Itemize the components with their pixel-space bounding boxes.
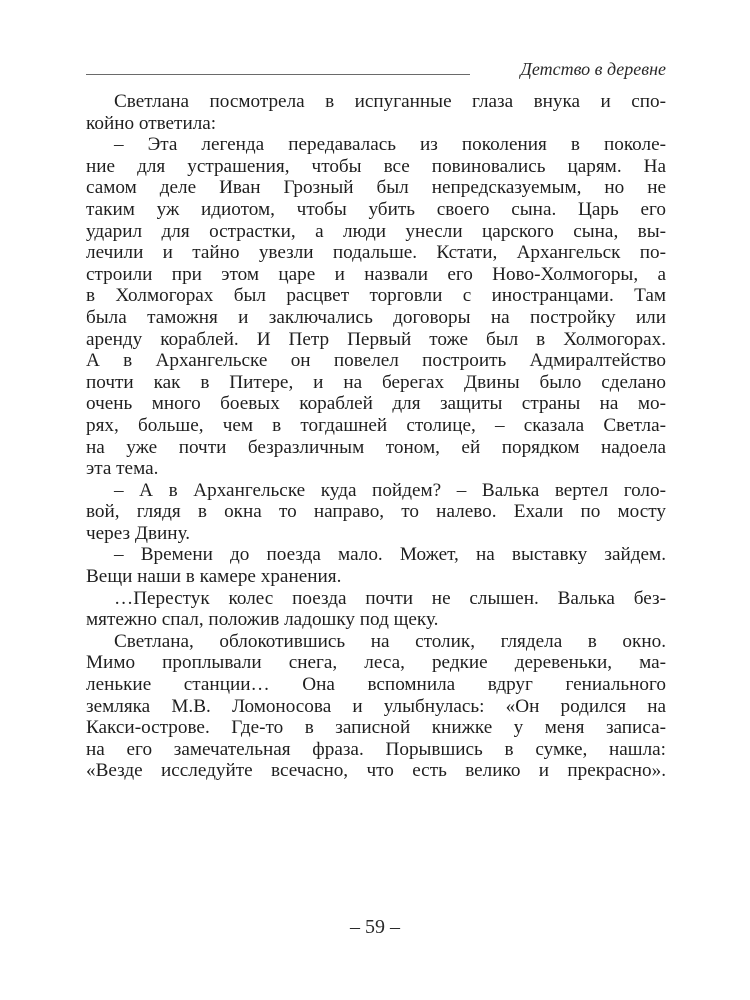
- text-line: очень много боевых кораблей для защиты страны на мо-: [86, 393, 666, 415]
- text-line: через Двину.: [86, 522, 191, 544]
- text-line: – А в Архангельске куда пойдем? – Валька вертел голо-: [114, 479, 666, 501]
- text-line: на уже почти безразличным тоном, ей порядком надоела: [86, 436, 666, 458]
- text-line: на его замечательная фраза. Порывшись в сумке, нашла:: [86, 738, 666, 760]
- text-line: Вещи наши в камере хранения.: [86, 566, 342, 588]
- text-line: …Перестук колес поезда почти не слышен. Валька без-: [114, 587, 666, 609]
- text-line: – Времени до поезда мало. Может, на выставку зайдем.: [114, 544, 666, 566]
- text-line: эта тема.: [86, 458, 159, 480]
- page-number: – 59 –: [350, 916, 400, 938]
- text-line: мятежно спал, положив ладошку под щеку.: [86, 609, 439, 631]
- text-line: Светлана, облокотившись на столик, глядела в окно.: [114, 630, 666, 652]
- text-line: почти как в Питере, и на берегах Двины было сделано: [86, 371, 666, 393]
- text-line: земляка М.В. Ломоносова и улыбнулась: «Он родился на: [86, 695, 666, 717]
- text-line: таким уж идиотом, чтобы убить своего сына. Царь его: [86, 198, 666, 220]
- text-line: койно ответила:: [86, 112, 217, 134]
- text-line: вой, глядя в окна то направо, то налево. Ехали по мосту: [86, 501, 666, 523]
- running-title: Детство в деревне: [520, 59, 666, 79]
- text-line: ленькие станции… Она вспомнила вдруг гениального: [86, 674, 666, 696]
- text-line: строили при этом царе и назвали его Ново-Холмогоры, а: [86, 263, 666, 285]
- text-line: А в Архангельске он повелел построить Адмиралтейство: [86, 350, 666, 372]
- text-line: ние для устрашения, чтобы все повиновались царям. На: [86, 155, 666, 177]
- text-line: «Везде исследуйте всечасно, что есть велико и прекрасно».: [86, 760, 666, 782]
- text-line: аренду кораблей. И Петр Первый тоже был в Холмогорах.: [86, 328, 666, 350]
- text-line: лечили и тайно увезли подальше. Кстати, Архангельск по-: [86, 242, 666, 264]
- text-line: самом деле Иван Грозный был непредсказуемым, но не: [86, 177, 666, 199]
- text-line: – Эта легенда передавалась из поколения в поколе-: [114, 134, 666, 156]
- page-body-text: [86, 91, 666, 782]
- text-line: Мимо проплывали снега, леса, редкие деревеньки, ма-: [86, 652, 666, 674]
- text-line: Какси-острове. Где-то в записной книжке у меня записа-: [86, 717, 666, 739]
- text-line: в Холмогорах был расцвет торговли с иностранцами. Там: [86, 285, 666, 307]
- text-line: Светлана посмотрела в испуганные глаза внука и спо-: [114, 91, 666, 112]
- text-line: рях, больше, чем в тогдашней столице, – сказала Светла-: [86, 414, 666, 436]
- text-line: была таможня и заключались договоры на постройку или: [86, 306, 666, 328]
- header-rule: [86, 74, 470, 75]
- text-line: ударил для острастки, а люди унесли царского сына, вы-: [86, 220, 666, 242]
